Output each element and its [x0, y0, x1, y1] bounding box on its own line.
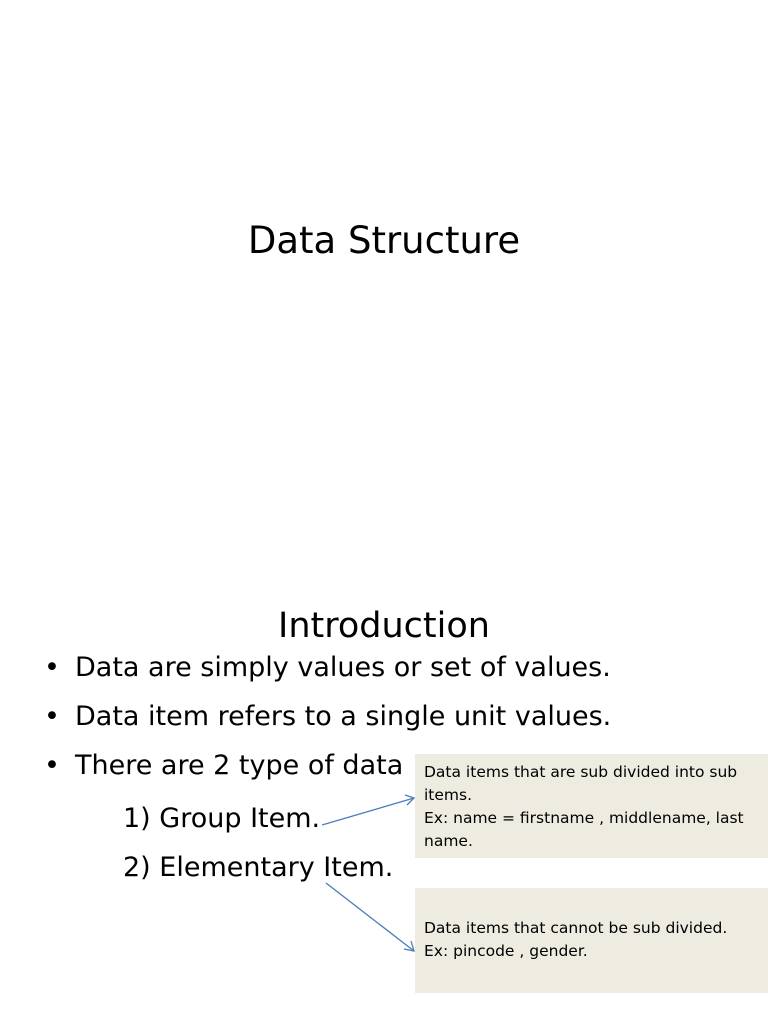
callout-text: Data items that are sub divided into sub: [424, 763, 738, 781]
bullet-item: [44, 699, 611, 748]
callout-text: Ex: name = firstname , middlename, last: [424, 809, 744, 827]
bullet-text: Data item refers to a single unit values.: [75, 701, 612, 732]
introduction-heading: Introduction: [278, 606, 490, 646]
bullet-item: [44, 650, 611, 699]
callout-text: Data items that cannot be sub divided.: [424, 919, 728, 937]
callout-text: Ex: pincode , gender.: [424, 942, 588, 960]
arrow-elementary-item-icon: [326, 883, 414, 951]
bullet-text: Data are simply values or set of values.: [75, 652, 611, 683]
bullet-dot-icon: •: [44, 750, 60, 781]
sub-item-group: 1) Group Item.: [123, 803, 321, 834]
slide-introduction: [0, 512, 768, 1024]
bullet-text: There are 2 type of data: [75, 750, 404, 781]
callout-group-item: [415, 754, 768, 858]
arrow-group-item-icon: [322, 795, 414, 825]
callout-elementary-item: [415, 888, 768, 993]
bullet-dot-icon: •: [44, 652, 60, 683]
callout-text: items.: [424, 786, 473, 804]
bullet-dot-icon: •: [44, 701, 60, 732]
slide-title-heading: Data Structure: [247, 219, 521, 262]
sub-item-elementary: 2) Elementary Item.: [123, 852, 394, 883]
callout-text: name.: [424, 832, 473, 850]
